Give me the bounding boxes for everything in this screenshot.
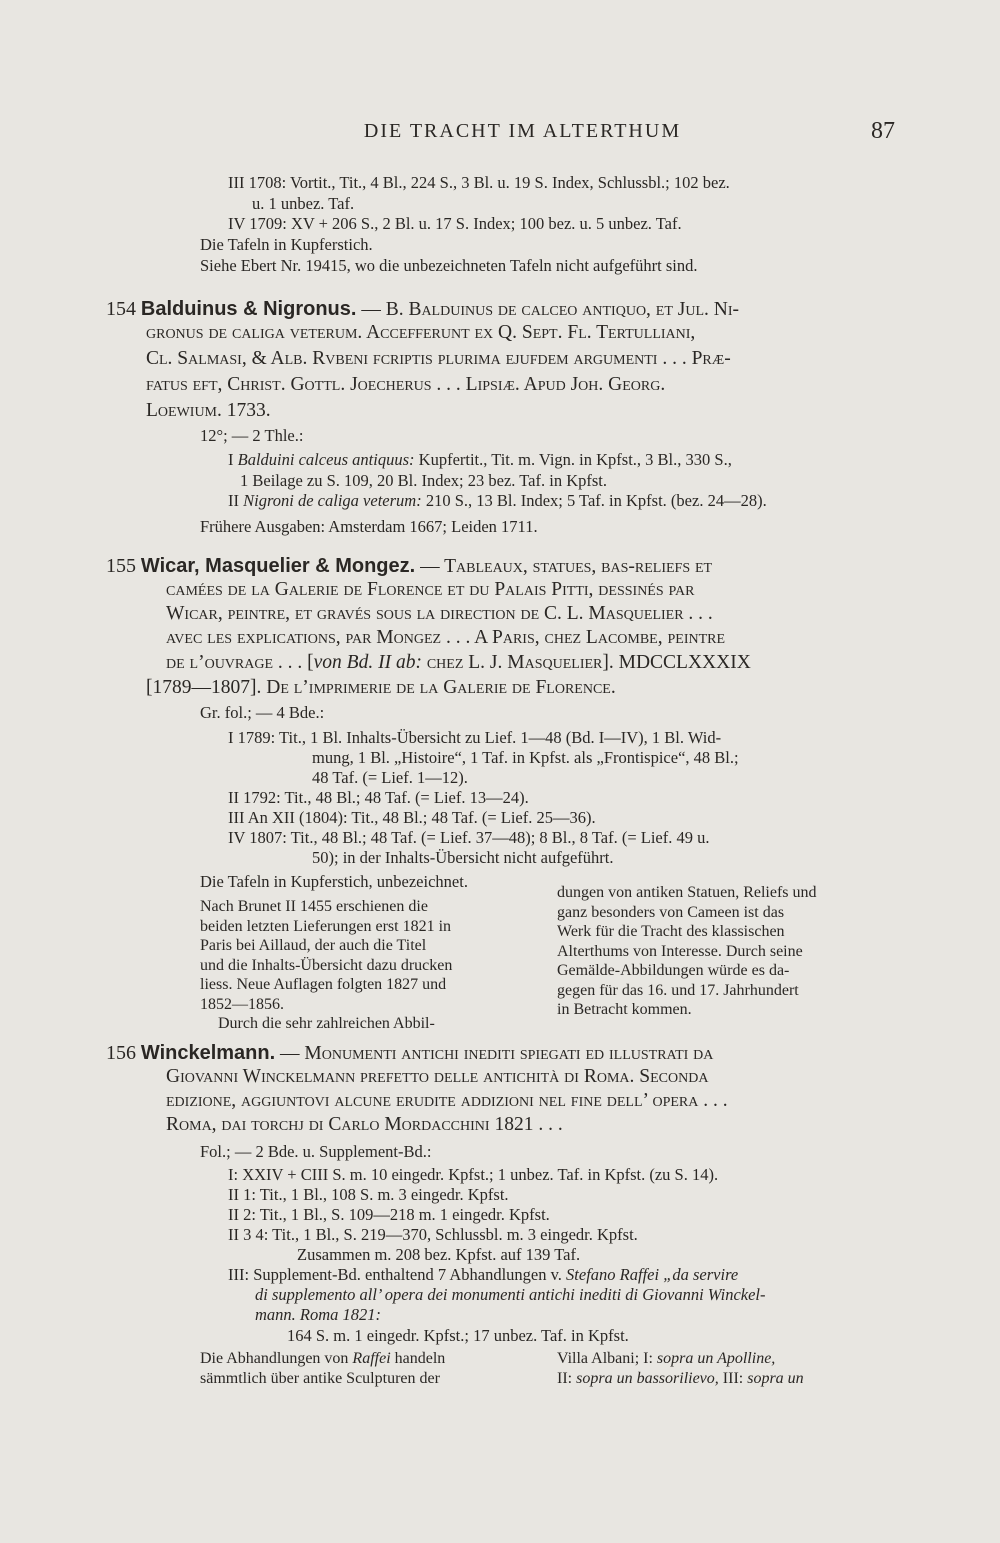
page-number: 87 xyxy=(871,118,895,144)
entry-title-line: gronus de caliga veterum. Accefferunt ex Q. Sept. Fl. Tertulliani, xyxy=(146,322,696,343)
volume-line: II 3 4: Tit., 1 Bl., S. 219—370, Schlussbl. m. 3 eingedr. Kpfst. xyxy=(228,1225,638,1244)
volume-line: III An XII (1804): Tit., 48 Bl.; 48 Taf. (= Lief. 25—36). xyxy=(228,808,596,827)
running-head xyxy=(150,118,895,148)
carry-over-line: u. 1 unbez. Taf. xyxy=(252,194,355,213)
supplement-line: mann. Roma 1821: xyxy=(255,1305,382,1324)
entry-title-line: de l’ouvrage . . . [von Bd. II ab: chez L. J. Masquelier]. MDCCLXXXIX xyxy=(166,652,751,673)
entry-number: 155 xyxy=(106,555,136,577)
entry-title-line: fatus eft, Christ. Gottl. Joecherus . . . Lipsiæ. Apud Joh. Georg. xyxy=(146,374,666,395)
entry-title-line: — Tableaux, statues, bas-reliefs et xyxy=(420,556,713,577)
volume-line: II 2: Tit., 1 Bl., S. 109—218 m. 1 eingedr. Kpfst. xyxy=(228,1205,550,1224)
volume-line: II 1792: Tit., 48 Bl.; 48 Taf. (= Lief. 13—24). xyxy=(228,788,529,807)
commentary-left-column: Die Abhandlungen von Raffei handeln sämmtlich über antike Sculpturen der xyxy=(200,1350,446,1387)
entry-number: 156 xyxy=(106,1042,136,1064)
commentary-right-column: dungen von antiken Statuen, Reliefs und ganz besonders von Cameen ist das Werk für die Tracht des klassischen Alterthums von Interesse. Durch seine Gemälde-Abbildungen würde es da- gegen für das 16. und 17. Jahrhundert in Betracht kommen. xyxy=(557,884,817,1018)
volume-line: 1 Beilage zu S. 109, 20 Bl. Index; 23 bez. Taf. in Kpfst. xyxy=(240,471,607,490)
entry-title-line: Loewium. 1733. xyxy=(146,400,271,421)
carry-over-line: III 1708: Vortit., Tit., 4 Bl., 224 S., 3 Bl. u. 19 S. Index, Schlussbl.; 102 bez. xyxy=(228,173,730,192)
carry-over-line: IV 1709: XV + 206 S., 2 Bl. u. 17 S. Index; 100 bez. u. 5 unbez. Taf. xyxy=(228,214,682,233)
entry-title-line: Wicar, peintre, et gravés sous la direction de C. L. Masquelier . . . xyxy=(166,603,713,624)
entry-title-line: avec les explications, par Mongez . . . A Paris, chez Lacombe, peintre xyxy=(166,627,726,648)
entry-title-line: — Monumenti antichi inediti spiegati ed illustrati da xyxy=(280,1043,714,1064)
entry-154-heading xyxy=(106,297,739,322)
volume-line: II Nigroni de caliga veterum: 210 S., 13 Bl. Index; 5 Taf. in Kpfst. (bez. 24—28). xyxy=(228,491,767,510)
volume-line: I 1789: Tit., 1 Bl. Inhalts-Übersicht zu Lief. 1—48 (Bd. I—IV), 1 Bl. Wid- xyxy=(228,728,722,747)
carry-over-line: Die Tafeln in Kupferstich. xyxy=(200,235,373,254)
volume-line: I: XXIV + CIII S. m. 10 eingedr. Kpfst.; 1 unbez. Taf. in Kpfst. (zu S. 14). xyxy=(228,1165,719,1184)
entry-number: 154 xyxy=(106,298,136,320)
entry-156-heading xyxy=(106,1041,713,1066)
entry-title-line: — B. Balduinus de calceo antiquo, et Jul. Ni- xyxy=(361,299,740,320)
entry-format: 12°; — 2 Thle.: xyxy=(200,426,304,445)
volume-line: Zusammen m. 208 bez. Kpfst. auf 139 Taf. xyxy=(297,1245,581,1264)
entry-title-line: Roma, dai torchj di Carlo Mordacchini 1821 . . . xyxy=(166,1114,563,1135)
entry-title-line: Cl. Salmasi, & Alb. Rvbeni fcriptis plurima ejufdem argumenti . . . Præ- xyxy=(146,348,731,369)
volume-line: 48 Taf. (= Lief. 1—12). xyxy=(312,768,468,787)
supplement-line: III: Supplement-Bd. enthaltend 7 Abhandlungen v. Stefano Raffei „da servire xyxy=(228,1265,739,1284)
entry-author: Balduinus & Nigronus. xyxy=(140,298,357,320)
entry-title-line: camées de la Galerie de Florence et du Palais Pitti, dessinés par xyxy=(166,579,695,600)
entry-155-heading xyxy=(106,554,712,579)
entry-format: Fol.; — 2 Bde. u. Supplement-Bd.: xyxy=(200,1142,432,1161)
carry-over-line: Siehe Ebert Nr. 19415, wo die unbezeichneten Tafeln nicht aufgeführt sind. xyxy=(200,256,698,275)
entry-format: Gr. fol.; — 4 Bde.: xyxy=(200,703,325,722)
volume-line: I Balduini calceus antiquus: Kupfertit., Tit. m. Vign. in Kpfst., 3 Bl., 330 S., xyxy=(228,450,732,469)
commentary-left-column: Nach Brunet II 1455 erschienen die beiden letzten Lieferungen erst 1821 in Paris bei Aillaud, der auch die Titel und die Inhalts-Übersicht dazu drucken liess. Neue Auflagen folgten 1827 und 1852—1856. Durch die sehr zahlreichen Abbil- xyxy=(200,898,453,1032)
running-head-title: DIE TRACHT IM ALTERTHUM xyxy=(363,120,682,142)
entry-author: Winckelmann. xyxy=(140,1042,276,1064)
commentary-right-column: Villa Albani; I: sopra un Apolline, II: sopra un bassorilievo, III: sopra un xyxy=(557,1350,804,1387)
supplement-extent: 164 S. m. 1 eingedr. Kpfst.; 17 unbez. Taf. in Kpfst. xyxy=(287,1326,629,1345)
volume-line: IV 1807: Tit., 48 Bl.; 48 Taf. (= Lief. 37—48); 8 Bl., 8 Taf. (= Lief. 49 u. xyxy=(228,828,710,847)
volume-line: 50); in der Inhalts-Übersicht nicht aufgeführt. xyxy=(312,848,614,867)
entry-note: Die Tafeln in Kupferstich, unbezeichnet. xyxy=(200,872,468,891)
volume-line: II 1: Tit., 1 Bl., 108 S. m. 3 eingedr. Kpfst. xyxy=(228,1185,509,1204)
entry-title-line: Giovanni Winckelmann prefetto delle antichità di Roma. Seconda xyxy=(166,1066,709,1087)
entry-title-line: [1789—1807]. De l’imprimerie de la Galerie de Florence. xyxy=(146,677,616,698)
entry-title-line: edizione, aggiuntovi alcune erudite addizioni nel fine dell’ opera . . . xyxy=(166,1090,728,1111)
entry-note: Frühere Ausgaben: Amsterdam 1667; Leiden 1711. xyxy=(200,517,538,536)
volume-line: mung, 1 Bl. „Histoire“, 1 Taf. in Kpfst. als „Frontispice“, 48 Bl.; xyxy=(312,748,739,767)
entry-author: Wicar, Masquelier & Mongez. xyxy=(140,555,416,577)
supplement-line: di supplemento all’ opera dei monumenti antichi inediti di Giovanni Winckel- xyxy=(255,1285,766,1304)
